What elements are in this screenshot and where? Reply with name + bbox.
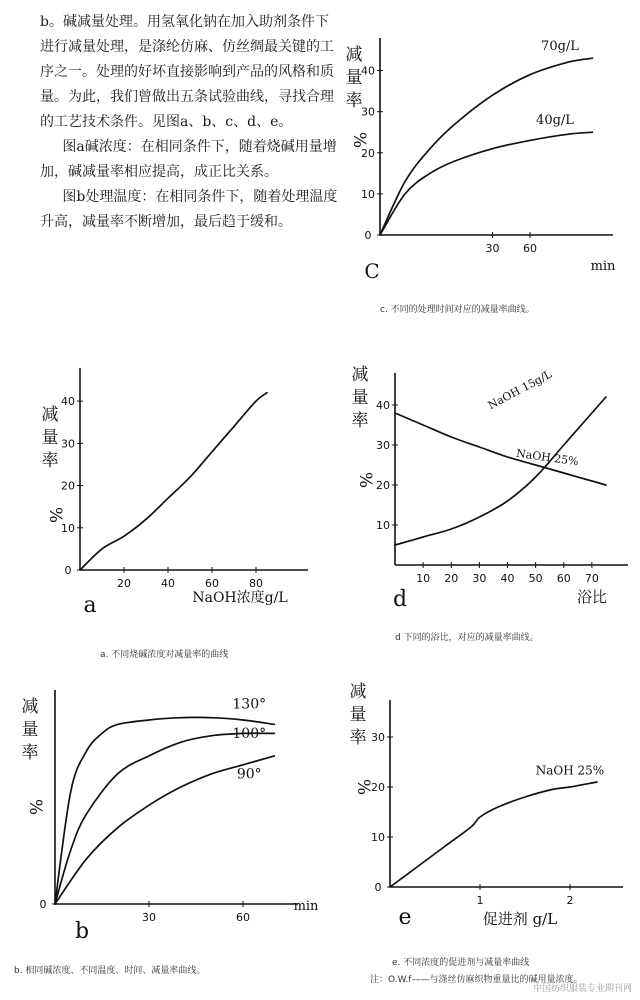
intro-paragraph-3: 图b处理温度：在相同条件下，随着处理温度升高，减量率不断增加，最后趋于缓和。 <box>40 189 338 230</box>
y-tick-label: 0 <box>39 898 47 911</box>
chart-a-xlabel: NaOH浓度g/L <box>192 590 288 606</box>
chart-a-caption: a. 不同烧碱浓度对减量率的曲线 <box>100 650 229 660</box>
x-tick-label: 40 <box>161 577 175 590</box>
chart-e-ylabel-unit: % <box>353 778 373 796</box>
x-tick-label: 20 <box>117 577 131 590</box>
chart-b-ylabel-char: 量 <box>21 720 39 740</box>
chart-d-letter: d <box>392 587 408 612</box>
intro-paragraph-2: 图a碱浓度：在相同条件下，随着烧碱用量增加，碱减量率相应提高，成正比关系。 <box>40 139 337 180</box>
chart-d-ylabel-char: 减 <box>351 365 369 385</box>
chart-d-ylabel-unit: % <box>355 471 375 489</box>
chart-b-svg <box>10 672 330 942</box>
chart-b-series-label-3: 90° <box>236 766 262 783</box>
y-tick-label: 20 <box>371 781 385 794</box>
chart-e-xlabel: 促进剂 g/L <box>482 910 558 928</box>
y-tick-label: 30 <box>376 439 390 452</box>
chart-a-ylabel-unit: % <box>45 506 65 524</box>
chart-d-xlabel: 浴比 <box>576 588 608 606</box>
chart-c-ylabel-char: 率 <box>345 91 363 111</box>
chart-d-series-label-1: NaOH 15g/L <box>485 367 555 413</box>
y-tick-label: 0 <box>364 229 372 242</box>
series-line-2 <box>55 733 274 904</box>
chart-c-ylabel-char: 减 <box>345 45 363 65</box>
x-tick-label: 40 <box>500 572 515 585</box>
x-tick-label: 2 <box>566 894 574 907</box>
y-tick-label: 10 <box>376 519 390 532</box>
chart-d-series-label-2: NaOH 25% <box>515 446 580 469</box>
chart-c-series-label-1: 70g/L <box>541 39 579 54</box>
chart-a-ylabel-char: 量 <box>41 428 59 448</box>
y-tick-label: 0 <box>64 564 72 577</box>
series-line-1 <box>80 393 267 570</box>
x-tick-label: 30 <box>142 911 156 924</box>
chart-b-ylabel-char: 率 <box>21 743 39 763</box>
chart-d-ylabel <box>352 365 369 431</box>
chart-b-ylabel <box>22 697 39 763</box>
chart-b-caption: b. 相同碱浓度、不同温度、时间、减量率曲线。 <box>14 966 206 976</box>
x-tick-label: 50 <box>528 572 543 585</box>
y-tick-label: 30 <box>371 731 385 744</box>
x-tick-label: 20 <box>444 572 459 585</box>
y-tick-label: 10 <box>371 831 385 844</box>
x-tick-label: 60 <box>523 242 537 255</box>
chart-b-xunit: min <box>293 899 319 914</box>
chart-b-ylabel-char: 减 <box>21 697 39 717</box>
watermark: 中国纺织服装专业期刊网 <box>532 984 632 994</box>
y-tick-label: 30 <box>361 105 375 119</box>
chart-e <box>340 672 640 942</box>
chart-c-letter: C <box>364 259 380 280</box>
chart-c-ylabel-char: 量 <box>345 68 363 88</box>
x-tick-label: 60 <box>556 572 571 585</box>
intro-paragraph-1: b。碱减量处理。用氢氧化钠在加入助剂条件下进行减量处理，是涤纶仿麻、仿丝绸最关键的工序之一。处理的好坏直接影响到产品的风格和质量。为此，我们曾做出五条试验曲线，寻找合理的工艺技术条件。见图a、b、c、d、e。 <box>40 14 334 130</box>
chart-e-ylabel-char: 率 <box>349 728 367 748</box>
chart-d-svg <box>340 340 640 630</box>
y-tick-label: 10 <box>361 187 375 201</box>
y-tick-label: 0 <box>374 881 382 894</box>
chart-b <box>10 672 330 942</box>
chart-e-letter: e <box>398 905 412 930</box>
y-tick-label: 40 <box>361 64 375 78</box>
x-tick-label: 1 <box>476 894 484 907</box>
y-tick-label: 20 <box>376 479 390 492</box>
y-tick-label: 40 <box>61 395 75 409</box>
chart-d-caption: d 下同的浴比，对应的减量率曲线。 <box>395 633 539 643</box>
x-tick-label: 30 <box>485 242 500 255</box>
chart-e-ylabel-char: 减 <box>349 682 367 702</box>
chart-a <box>30 340 330 630</box>
y-tick-label: 10 <box>61 521 75 535</box>
x-tick-label: 80 <box>249 577 263 590</box>
y-tick-label: 20 <box>61 479 75 493</box>
chart-c <box>340 20 630 280</box>
chart-b-series-label-2: 100° <box>232 725 267 742</box>
chart-e-series-label-1: NaOH 25% <box>535 763 605 778</box>
chart-d <box>340 340 640 630</box>
chart-c-series-label-2: 40g/L <box>536 113 574 128</box>
x-tick-label: 30 <box>472 572 487 585</box>
chart-a-svg <box>30 340 330 630</box>
chart-e-ylabel <box>350 682 367 748</box>
x-tick-label: 60 <box>236 911 250 924</box>
chart-e-note: 注：O.W.f——与涤丝仿麻织物重量比的碱用量浓度。 <box>370 975 583 985</box>
chart-c-caption: c. 不同的处理时间对应的减量率曲线。 <box>380 305 535 315</box>
chart-d-ylabel-char: 量 <box>351 388 369 408</box>
series-line-1 <box>395 413 606 485</box>
chart-b-ylabel-unit: % <box>25 798 45 816</box>
chart-c-ylabel-unit: % <box>349 131 369 149</box>
chart-e-svg <box>340 672 640 942</box>
chart-c-xunit: min <box>590 259 616 274</box>
chart-a-ylabel <box>42 405 59 471</box>
y-tick-label: 30 <box>61 437 75 451</box>
chart-e-ylabel-char: 量 <box>349 705 367 725</box>
chart-c-ylabel <box>346 45 363 111</box>
series-line-2 <box>380 132 593 235</box>
x-tick-label: 70 <box>584 572 599 585</box>
chart-e-caption: e. 不同浓度的促进剂与减量率曲线 <box>392 958 530 968</box>
y-tick-label: 40 <box>376 399 390 412</box>
chart-b-series-label-1: 130° <box>232 696 267 713</box>
chart-a-ylabel-char: 率 <box>41 451 59 471</box>
series-line-2 <box>395 397 606 545</box>
chart-d-ylabel-char: 率 <box>351 411 369 431</box>
intro-text <box>40 10 340 235</box>
x-tick-label: 60 <box>205 577 219 590</box>
chart-a-ylabel-char: 减 <box>41 405 59 425</box>
chart-c-svg <box>340 20 630 280</box>
y-tick-label: 20 <box>361 146 375 160</box>
series-line-1 <box>390 782 597 887</box>
series-line-1 <box>380 58 593 235</box>
chart-b-letter: b <box>74 919 90 942</box>
x-tick-label: 10 <box>416 572 431 585</box>
chart-a-letter: a <box>83 593 97 618</box>
